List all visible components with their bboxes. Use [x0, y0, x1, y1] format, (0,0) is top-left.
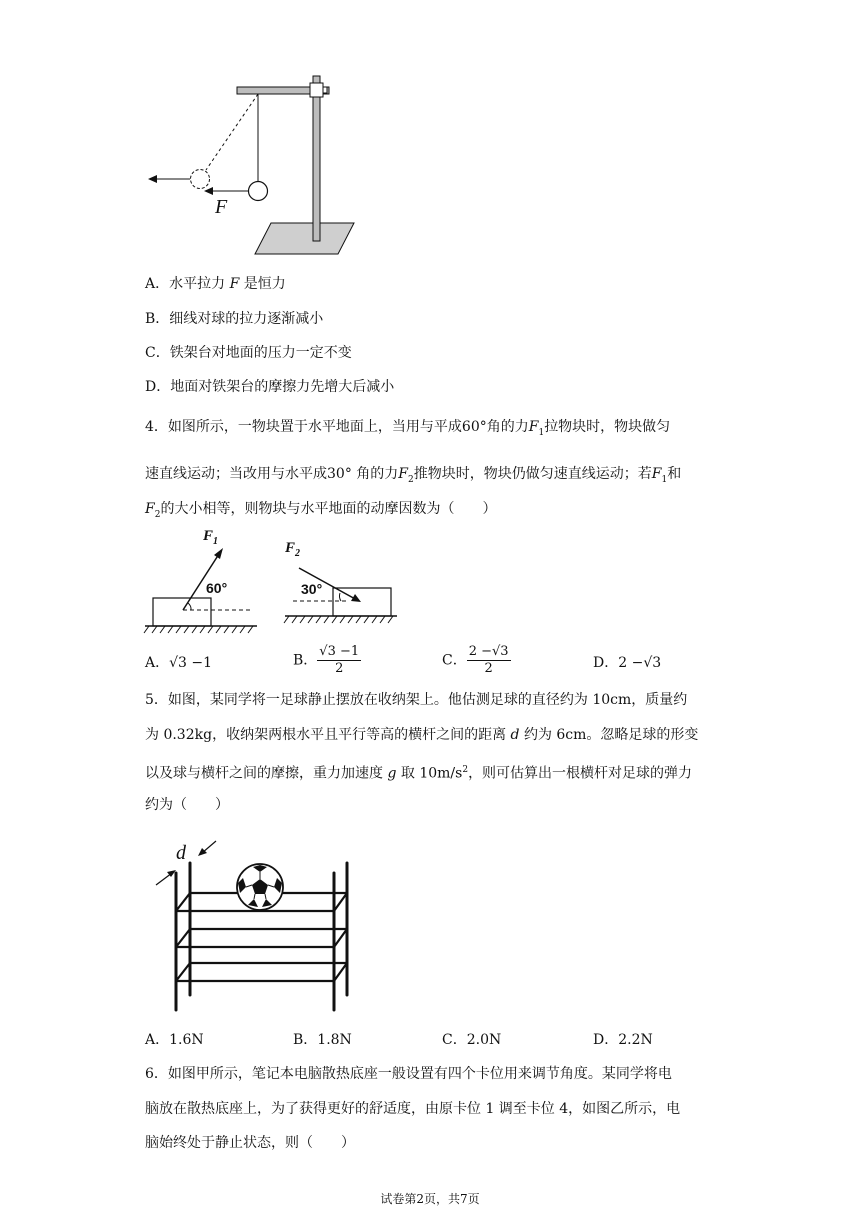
- q5-stem-line-2: 为 0.32kg，收纳架两根水平且平行等高的横杆之间的距离 d 约为 6cm。忽略足球的形变: [145, 727, 699, 743]
- q4-option-a: A．√3 −1: [145, 655, 213, 671]
- q4-stem-line-3: $F_2$的大小相等，则物块与水平地面的动摩因数为（ ）: [145, 501, 497, 520]
- q3-option-a: A．水平拉力 F 是恒力: [145, 276, 286, 292]
- q5-stem-line-4: 约为（ ）: [145, 797, 229, 813]
- q3-option-c: C．铁架台对地面的压力一定不变: [145, 345, 352, 361]
- page-footer: 试卷第2页，共7页: [380, 1192, 480, 1206]
- q3-option-d: D．地面对铁架台的摩擦力先增大后减小: [145, 379, 395, 395]
- force-label-f: F: [215, 196, 228, 218]
- f2-angle-label: 30°: [301, 581, 323, 597]
- q4-stem-line-2: 速直线运动；当改用与水平成30° 角的力$F_2$推物块时，物块仍做匀速直线运动；若$F_1$和: [145, 466, 682, 485]
- q5-option-b: B．1.8N: [293, 1032, 352, 1048]
- q5-stem-line-1: 5．如图，某同学将一足球静止摆放在收纳架上。他估测足球的直径约为 10cm，质量约: [145, 692, 688, 708]
- q5-option-a: A．1.6N: [145, 1032, 204, 1048]
- q6-stem-line-1: 6．如图甲所示，笔记本电脑散热底座一般设置有四个卡位用来调节角度。某同学将电: [145, 1066, 672, 1082]
- d-label: d: [176, 842, 186, 864]
- f2-label: $F_2$: [285, 540, 301, 559]
- q3-option-b: B．细线对球的拉力逐渐减小: [145, 311, 324, 327]
- q5-option-d: D．2.2N: [593, 1032, 653, 1048]
- q5-stem-line-3: 以及球与横杆之间的摩擦，重力加速度 g 取 $10m/s^2$，则可估算出一根横杆对足球的弹力: [145, 765, 693, 782]
- q4-option-c: C． $\frac{2 -√3}{2}$: [442, 644, 509, 676]
- q4-option-b: B． $\frac{√3 -1}{2}$: [293, 644, 360, 676]
- q4-option-d: D．2 −√3: [593, 655, 662, 671]
- pendulum-stand-figure: [140, 70, 370, 260]
- q6-stem-line-2: 脑放在散热底座上，为了获得更好的舒适度，由原卡位 1 调至卡位 4，如图乙所示，电: [145, 1101, 681, 1117]
- q4-stem-line-1: 4．如图所示，一物块置于水平地面上，当用与平成60°角的力$F_1$拉物块时，物块做匀: [145, 419, 671, 438]
- q6-stem-line-3: 脑始终处于静止状态，则（ ）: [145, 1135, 355, 1151]
- f1-angle-label: 60°: [206, 580, 228, 596]
- f1-label: $F_1$: [203, 528, 219, 547]
- q5-option-c: C．2.0N: [442, 1032, 502, 1048]
